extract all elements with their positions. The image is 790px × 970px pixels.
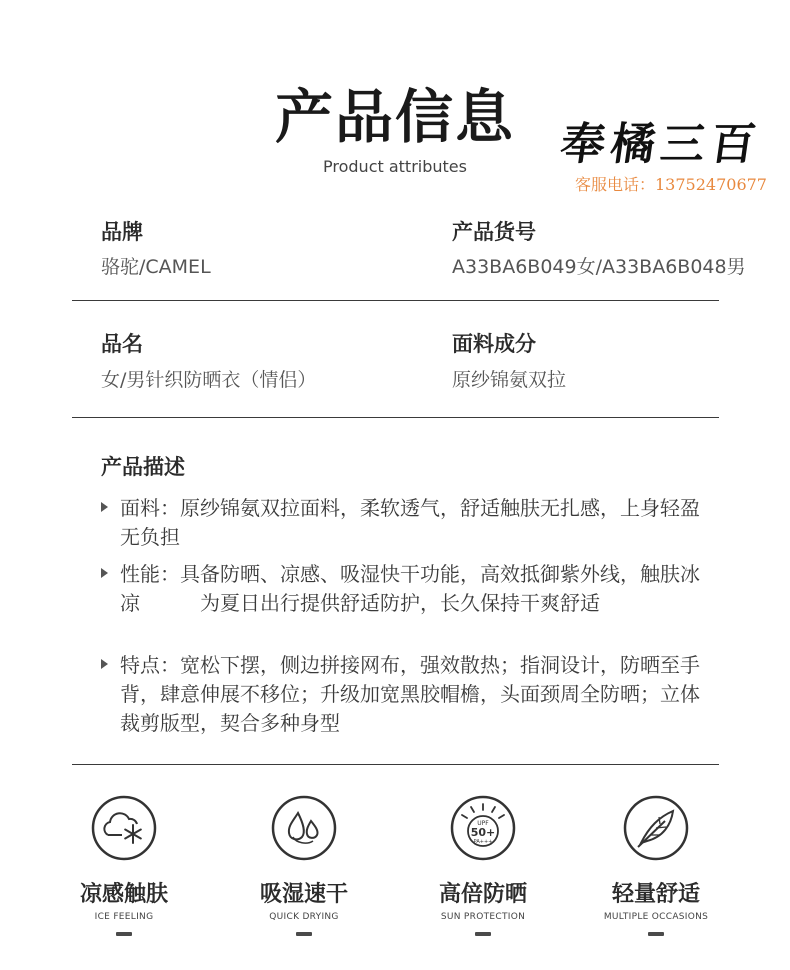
page-subtitle: Product attributes (323, 157, 467, 176)
feature-sun-protection (413, 795, 553, 936)
brand-label: 品牌 (101, 220, 143, 244)
bullet-arrow-icon (101, 659, 108, 669)
shop-name-calligraphy: 奉橘三百 (557, 119, 765, 170)
badge-line1: UPF (477, 820, 489, 827)
feature-title: 吸湿速干 (259, 882, 348, 907)
fabric-value: 原纱锦氨双拉 (452, 369, 567, 391)
dash-divider (116, 932, 132, 936)
product-name-label: 品名 (101, 332, 143, 356)
divider (72, 764, 719, 765)
feature-quick-drying (234, 795, 374, 936)
description-item (101, 651, 711, 738)
item-number-label: 产品货号 (452, 220, 536, 244)
badge-line2: 50+ (470, 826, 496, 839)
feather-icon (623, 795, 689, 861)
description-text: 面料：原纱锦氨双拉面料，柔软透气，舒适触肤无扎感，上身轻盈无负担 (120, 496, 700, 549)
feature-subtitle: SUN PROTECTION (440, 912, 526, 922)
description-text: 特点：宽松下摆，侧边拼接网布，强效散热；指洞设计，防晒至手背，肆意伸展不移位；升级加宽黑胶帽檐，头面颈周全防晒；立体裁剪版型，契合多种身型 (120, 653, 700, 735)
brand-value: 骆驼/CAMEL (101, 256, 211, 278)
page-title: 产品信息 (274, 83, 515, 151)
feature-subtitle: QUICK DRYING (269, 912, 339, 922)
bullet-arrow-icon (101, 568, 108, 578)
item-number-value: A33BA6B049女/A33BA6B048男 (452, 256, 746, 278)
badge-line3: PA+++ (473, 839, 493, 845)
dash-divider (475, 932, 491, 936)
cloud-snowflake-icon (91, 795, 157, 861)
divider (72, 300, 719, 301)
description-item (101, 494, 711, 552)
feature-lightweight (586, 795, 726, 936)
water-drops-icon (271, 795, 337, 861)
feature-subtitle: ICE FEELING (94, 912, 154, 922)
feature-title: 轻量舒适 (611, 882, 700, 907)
dash-divider (648, 932, 664, 936)
feature-title: 高倍防晒 (438, 882, 527, 907)
service-phone: 客服电话：13752470677 (575, 175, 767, 194)
fabric-label: 面料成分 (452, 332, 536, 356)
feature-subtitle: MULTIPLE OCCASIONS (603, 912, 709, 922)
dash-divider (296, 932, 312, 936)
feature-title: 凉感触肤 (79, 882, 168, 907)
description-text: 性能：具备防晒、凉感、吸湿快干功能，高效抵御紫外线，触肤冰凉 为夏日出行提供舒适防护，长久保持干爽舒适 (120, 562, 700, 615)
sun-upf-icon (450, 795, 516, 861)
description-title: 产品描述 (101, 455, 185, 479)
bullet-arrow-icon (101, 502, 108, 512)
description-item (101, 560, 711, 618)
product-name-value: 女/男针织防晒衣（情侣） (101, 369, 317, 391)
divider (72, 417, 719, 418)
feature-ice-feeling (54, 795, 194, 936)
